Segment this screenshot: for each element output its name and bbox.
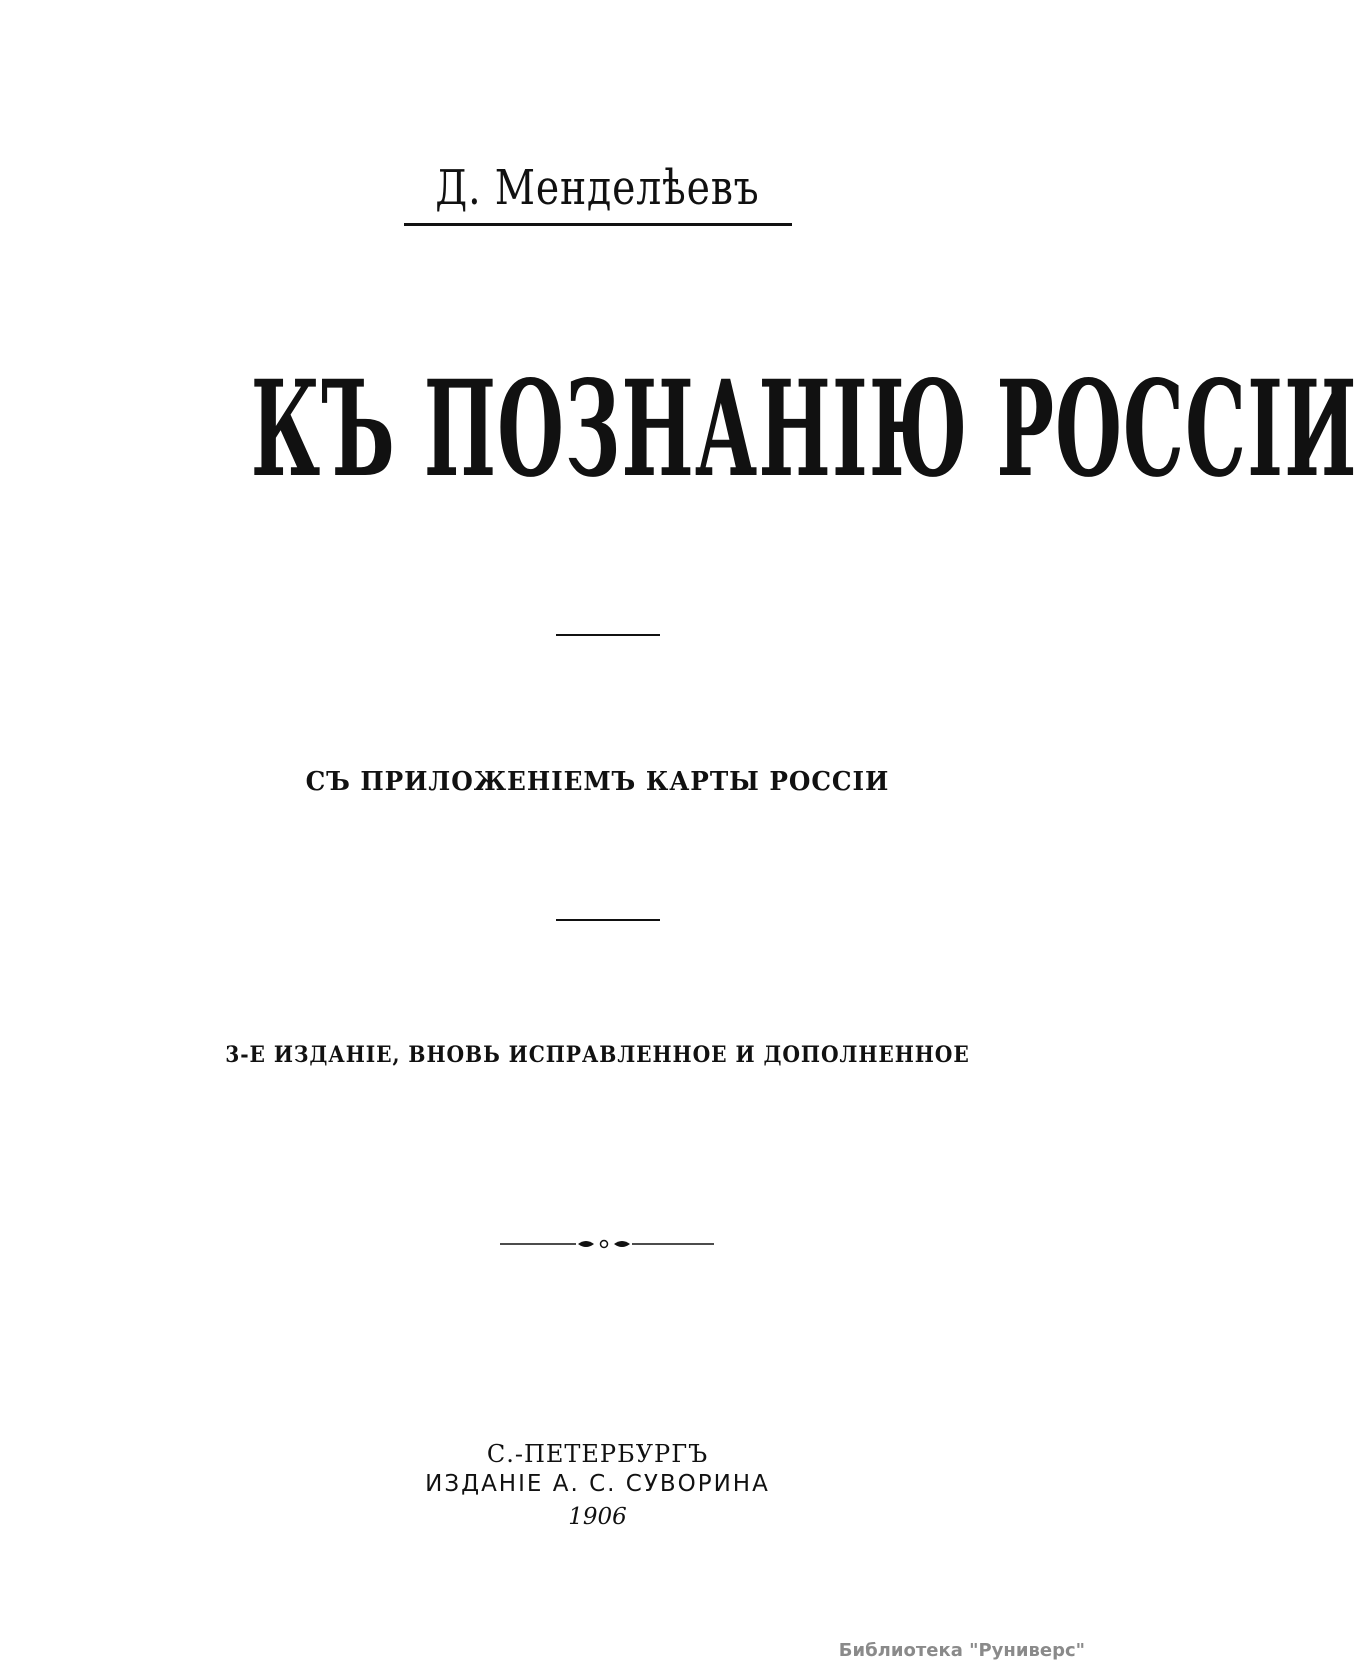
book-title: КЪ ПОЗНАНІЮ РОССІИ (250, 352, 1358, 507)
library-watermark: Библиотека "Руниверс" (838, 1640, 1085, 1661)
author-name: Д. Менделѣевъ (435, 160, 760, 216)
publication-city: С.-ПЕТЕРБУРГЪ (486, 1440, 709, 1468)
divider-rule (556, 919, 660, 921)
publisher-name: ИЗДАНІЕ А. С. СУВОРИНА (425, 1471, 770, 1497)
publication-year: 1906 (568, 1504, 627, 1530)
ornament-divider (500, 1236, 714, 1252)
edition-note: 3-Е ИЗДАНІЕ, ВНОВЬ ИСПРАВЛЕННОЕ И ДОПОЛНЕННОЕ (225, 1042, 970, 1068)
divider-rule (556, 634, 660, 636)
book-subtitle: СЪ ПРИЛОЖЕНІЕМЪ КАРТЫ РОССІИ (305, 767, 890, 797)
author-underline (404, 223, 792, 226)
